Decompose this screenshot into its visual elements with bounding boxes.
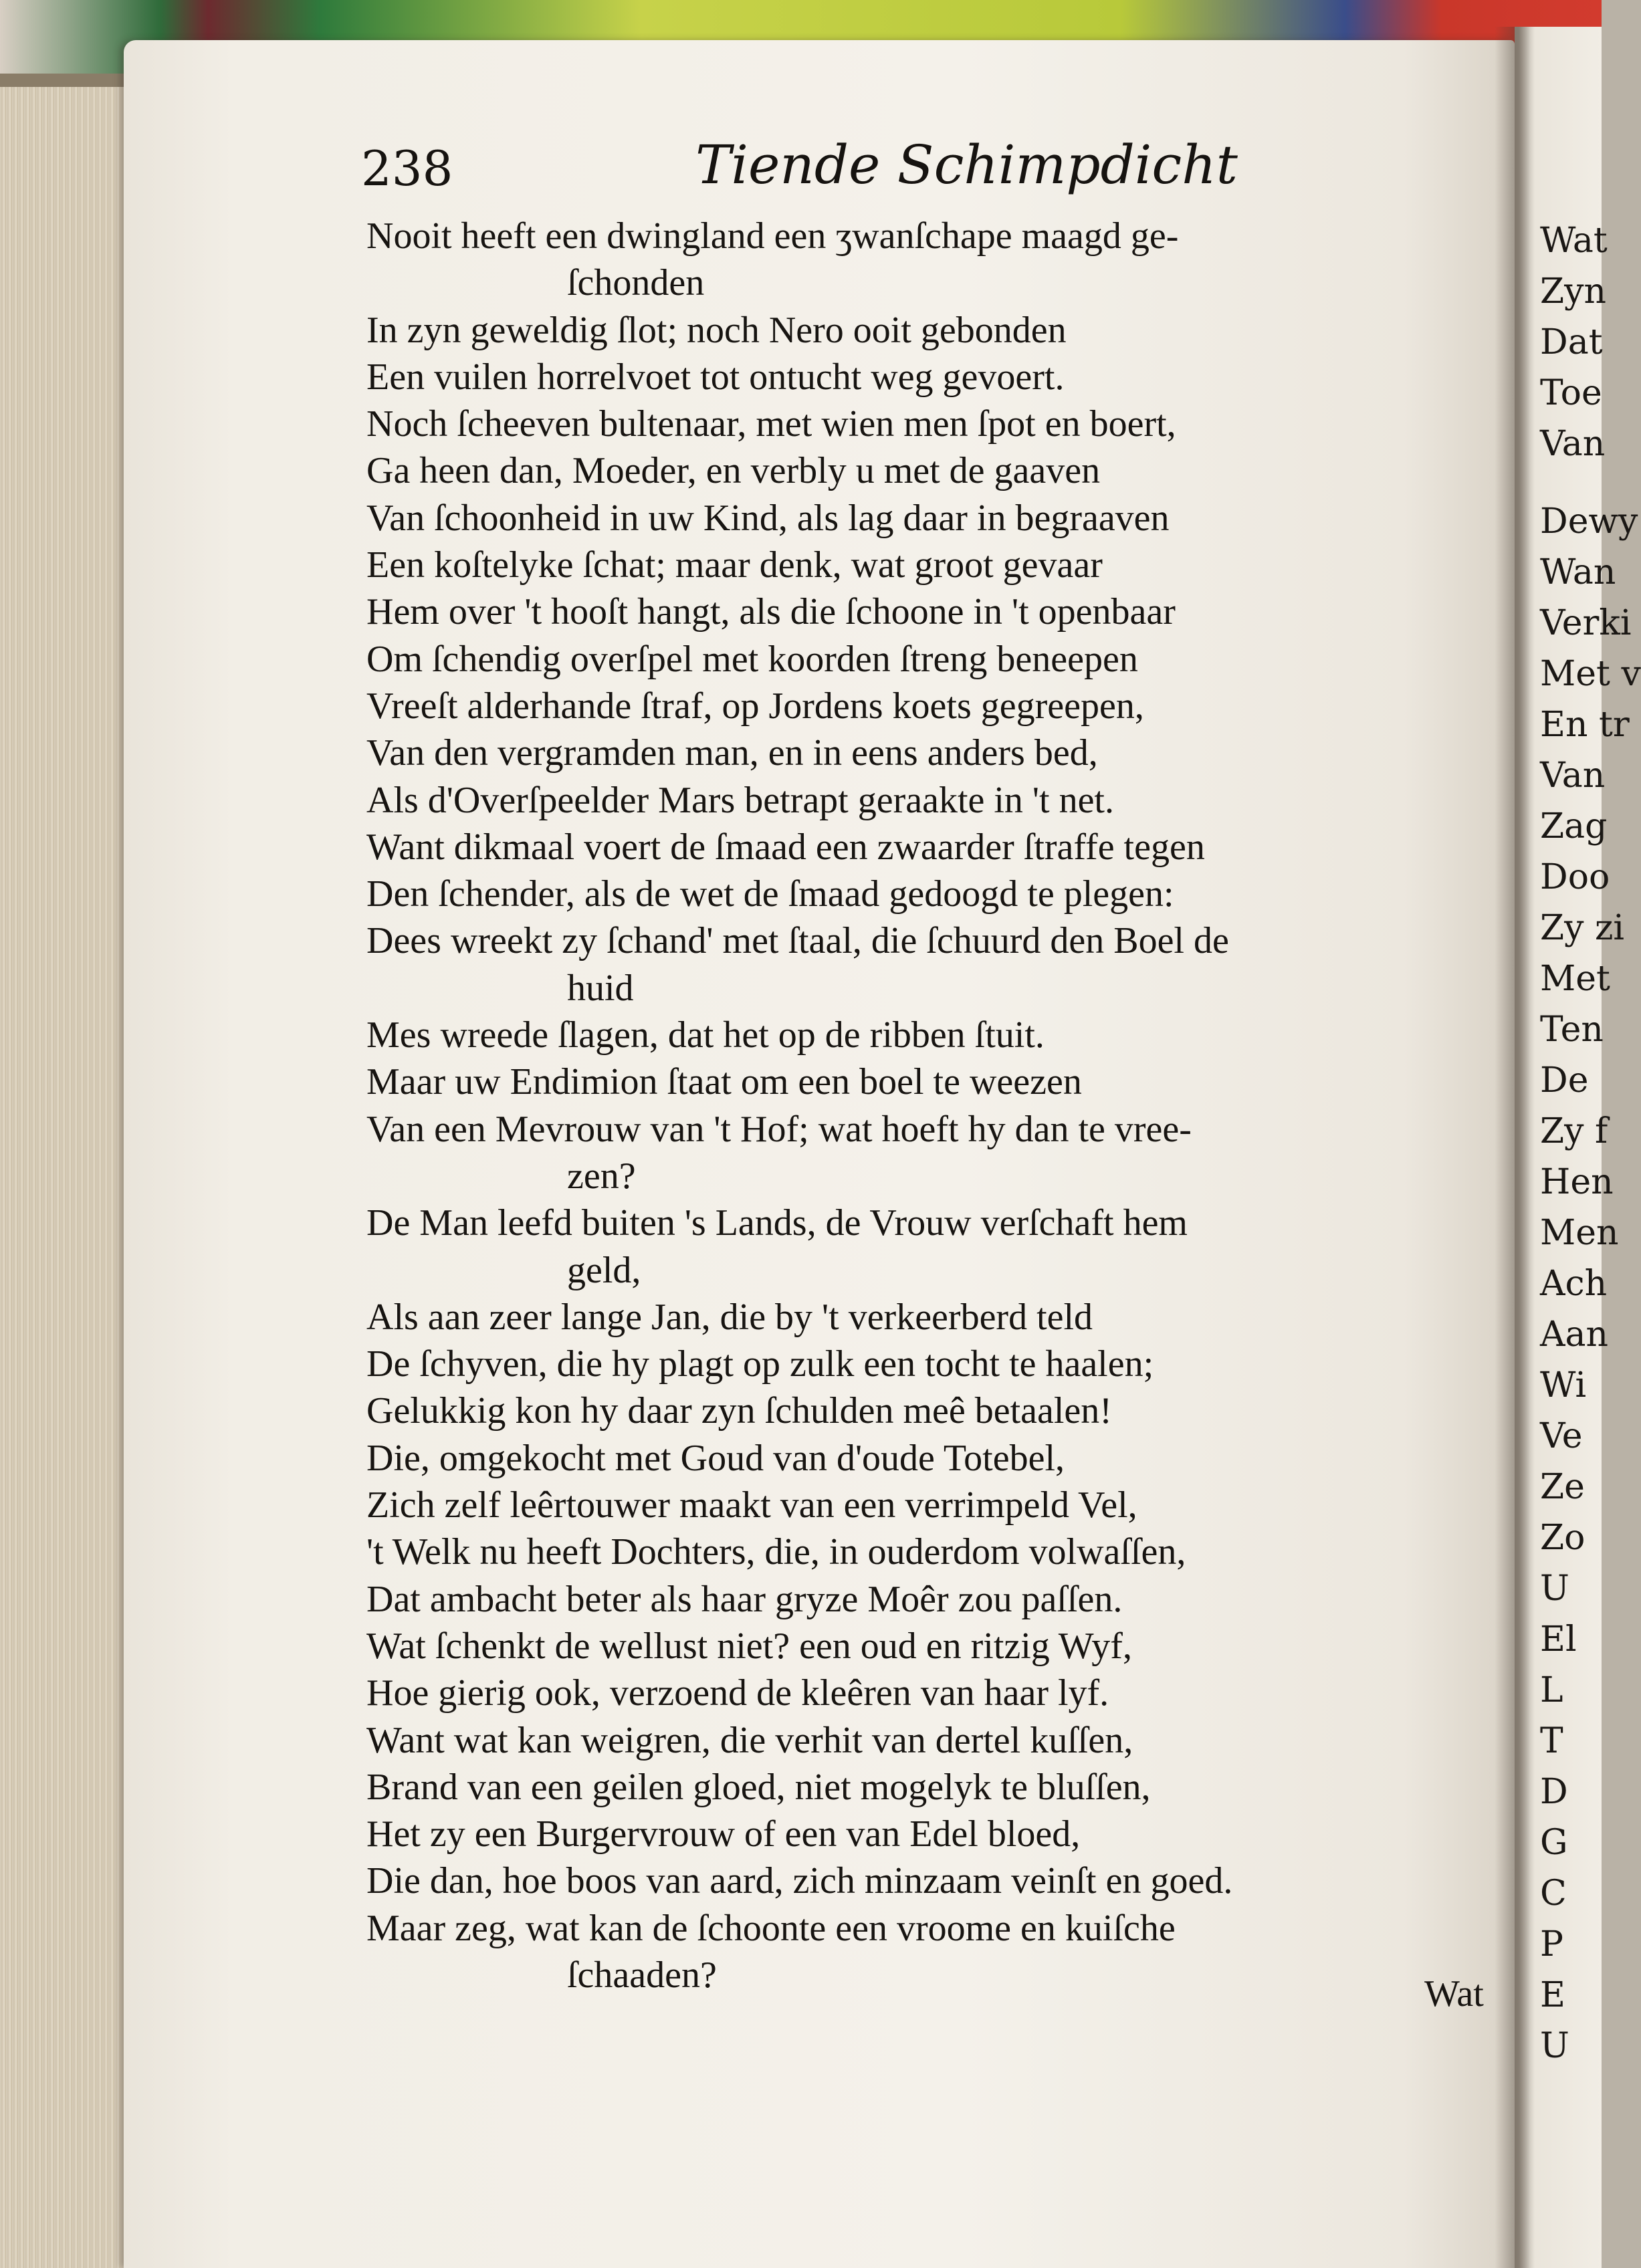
poem-line: huid — [567, 967, 634, 1009]
facing-page-fragment: U — [1540, 1569, 1569, 1609]
facing-page-fragment: Verki — [1540, 603, 1632, 643]
facing-page-fragment: Dewy — [1540, 501, 1638, 542]
facing-page-fragment: L — [1540, 1670, 1563, 1710]
running-head: Tiende Schimpdicht — [695, 134, 1238, 196]
poem-line: Den ſchender, als de wet de ſmaad gedoogd te plegen: — [366, 873, 1174, 915]
facing-page-fragment: Met v — [1540, 654, 1641, 694]
page-number: 238 — [361, 140, 453, 197]
facing-page-fragment: Aan — [1540, 1315, 1609, 1355]
facing-page-fragment: T — [1540, 1721, 1563, 1761]
poem-line: Een vuilen horrelvoet tot ontucht weg gevoert. — [366, 356, 1065, 398]
poem-line: Hoe gierig ook, verzoend de kleêren van haar lyf. — [366, 1672, 1109, 1714]
facing-page-fragment: Men — [1540, 1213, 1619, 1253]
catchword: Wat — [1424, 1973, 1484, 2015]
facing-page-fragment: Zag — [1540, 806, 1608, 846]
poem-line: Vreeſt alderhande ſtraf, op Jordens koets gegreepen, — [366, 685, 1144, 727]
poem-line: Die dan, hoe boos van aard, zich minzaam veinſt en goed. — [366, 1860, 1233, 1902]
facing-page-fragment: Zyn — [1540, 271, 1606, 312]
facing-page-fragment: De — [1540, 1060, 1589, 1101]
poem-line: Een koſtelyke ſchat; maar denk, wat groot gevaar — [366, 544, 1103, 586]
poem-line: Nooit heeft een dwingland een ʒwanſchape maagd ge- — [366, 215, 1179, 257]
poem-line: Want wat kan weigren, die verhit van dertel kuſſen, — [366, 1719, 1133, 1761]
poem-line: Brand van een geilen gloed, niet mogelyk te bluſſen, — [366, 1766, 1151, 1808]
facing-page-fragment: Toe — [1540, 373, 1602, 413]
facing-page-fragment: Zy f — [1540, 1111, 1608, 1151]
facing-page-fragment: Met — [1540, 959, 1610, 999]
poem-line: Van een Mevrouw van 't Hof; wat hoeft hy dan te vree- — [366, 1108, 1192, 1150]
poem-line: Als d'Overſpeelder Mars betrapt geraakte in 't net. — [366, 779, 1114, 821]
facing-page-fragment: E — [1540, 1975, 1565, 2015]
poem-line: Van ſchoonheid in uw Kind, als lag daar in begraaven — [366, 497, 1170, 539]
facing-page-fragment: Ach — [1540, 1264, 1608, 1304]
facing-page-fragment: Ze — [1540, 1467, 1585, 1507]
facing-page-fragment: U — [1540, 2026, 1569, 2066]
page-edges — [0, 87, 134, 2268]
facing-page-fragment: G — [1540, 1823, 1568, 1863]
facing-page-fragment: Wat — [1540, 221, 1608, 261]
poem-line: In zyn geweldig ſlot; noch Nero ooit gebonden — [366, 309, 1067, 351]
poem-text — [366, 213, 1503, 1999]
poem-line: Maar zeg, wat kan de ſchoonte een vroome en kuiſche — [366, 1907, 1176, 1949]
facing-page-fragment: Van — [1540, 424, 1606, 464]
poem-line: zen? — [567, 1155, 636, 1197]
poem-line: Noch ſcheeven bultenaar, met wien men ſpot en boert, — [366, 403, 1176, 445]
poem-line: Wat ſchenkt de wellust niet? een oud en ritzig Wyf, — [366, 1625, 1132, 1667]
poem-line: Want dikmaal voert de ſmaad een zwaarder ſtraffe tegen — [366, 826, 1205, 868]
facing-page-fragment: Ten — [1540, 1010, 1604, 1050]
facing-page-fragment: Zo — [1540, 1518, 1585, 1558]
facing-page-fragment: Van — [1540, 756, 1606, 796]
poem-line: De ſchyven, die hy plagt op zulk een tocht te haalen; — [366, 1343, 1154, 1385]
poem-line: Die, omgekocht met Goud van d'oude Totebel, — [366, 1437, 1065, 1479]
poem-line: 't Welk nu heeft Dochters, die, in ouderdom volwaſſen, — [366, 1531, 1186, 1573]
poem-line: Ga heen dan, Moeder, en verbly u met de gaaven — [366, 450, 1101, 492]
poem-line: Maar uw Endimion ſtaat om een boel te weezen — [366, 1061, 1082, 1103]
poem-line: De Man leefd buiten 's Lands, de Vrouw verſchaft hem — [366, 1202, 1188, 1244]
poem-line: Als aan zeer lange Jan, die by 't verkeerberd teld — [366, 1296, 1093, 1338]
poem-line: ſchaaden? — [567, 1954, 717, 1996]
poem-line: Gelukkig kon hy daar zyn ſchulden meê betaalen! — [366, 1390, 1112, 1432]
facing-page-fragment: El — [1540, 1619, 1577, 1660]
poem-line: geld, — [567, 1249, 641, 1291]
poem-line: Hem over 't hooſt hangt, als die ſchoone in 't openbaar — [366, 591, 1176, 633]
poem-line: Om ſchendig overſpel met koorden ſtreng beneepen — [366, 638, 1138, 680]
poem-line: Dees wreekt zy ſchand' met ſtaal, die ſchuurd den Boel de — [366, 920, 1229, 962]
facing-page-fragment: P — [1540, 1924, 1563, 1964]
poem-line: Mes wreede ſlagen, dat het op de ribben ſtuit. — [366, 1014, 1045, 1056]
poem-line: Zich zelf leêrtouwer maakt van een verrimpeld Vel, — [366, 1484, 1137, 1526]
facing-page-fragment: Ve — [1540, 1416, 1583, 1456]
facing-page-fragment: Doo — [1540, 857, 1610, 897]
facing-page-fragment: C — [1540, 1874, 1567, 1914]
poem-line: Van den vergramden man, en in eens anders bed, — [366, 732, 1098, 774]
poem-line: Dat ambacht beter als haar gryze Moêr zou paſſen. — [366, 1578, 1123, 1620]
facing-page-fragment: Dat — [1540, 322, 1603, 362]
facing-page-fragment: Zy zi — [1540, 908, 1625, 948]
facing-page-fragment: Wi — [1540, 1365, 1587, 1405]
facing-page-fragment: En tr — [1540, 705, 1630, 745]
poem-line: Het zy een Burgervrouw of een van Edel bloed, — [366, 1813, 1081, 1855]
poem-line: ſchonden — [567, 262, 705, 304]
facing-page-fragment: Wan — [1540, 552, 1616, 592]
facing-page-fragment: Hen — [1540, 1162, 1614, 1202]
facing-page-fragment: D — [1540, 1772, 1568, 1812]
